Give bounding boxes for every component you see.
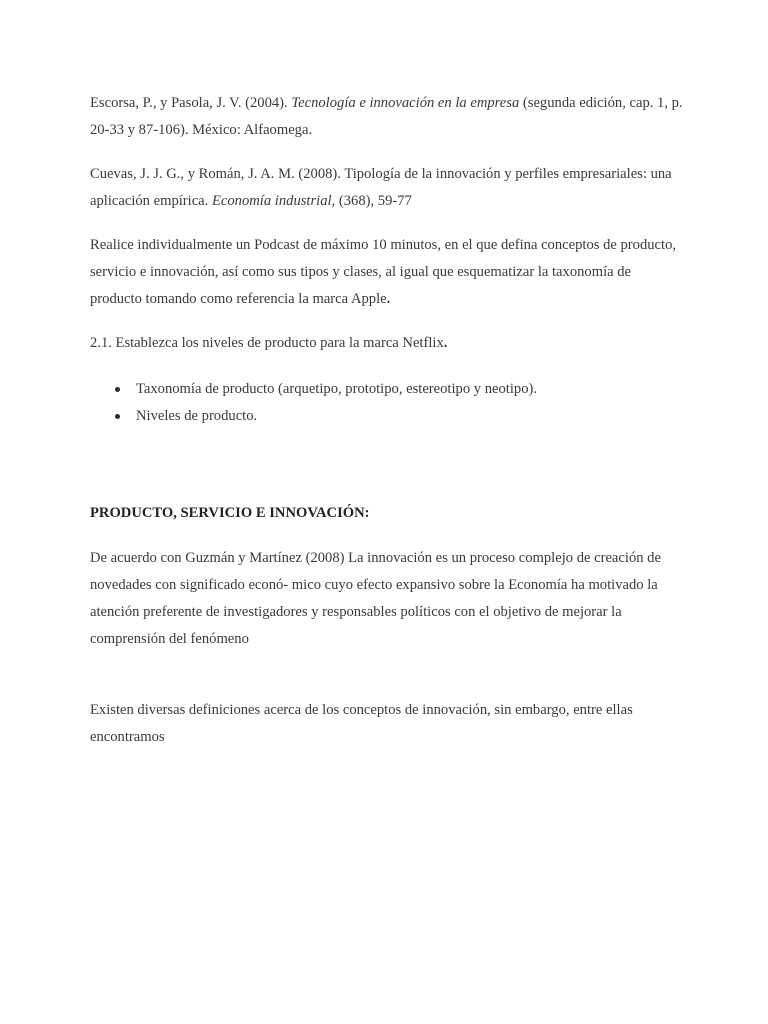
bullet-item-niveles <box>90 403 690 430</box>
subtask-period: . <box>443 335 448 351</box>
task-text: Realice individualmente un Podcast de máximo 10 minutos, en el que defina conceptos de producto, servicio e innovación, así como sus tipos y clases, al igual que esquematizar la taxonomía de producto tomando como referencia la marca Apple <box>90 237 677 307</box>
reference-journal-italic: Economía industrial <box>211 193 332 209</box>
bullet-dot-icon <box>115 414 120 419</box>
reference-text: , (368), 59-77 <box>331 193 412 209</box>
reference-escorsa <box>90 90 690 144</box>
subtask-netflix <box>90 330 690 357</box>
bullet-item-taxonomia <box>90 376 690 403</box>
bullet-dot-icon <box>115 387 120 392</box>
section-heading: PRODUCTO, SERVICIO E INNOVACIÓN: <box>90 505 370 521</box>
task-period: . <box>386 291 391 307</box>
bullet-text: Niveles de producto. <box>136 408 258 424</box>
bullet-list <box>90 376 690 430</box>
reference-cuevas <box>90 161 690 215</box>
reference-text: (segunda edición, cap. 1, p. 20-33 y 87-106). México: Alfaomega. <box>90 95 683 138</box>
paragraph-guzman-martinez: De acuerdo con Guzmán y Martínez (2008) La innovación es un proceso complejo de creación de novedades con significado econó- mico cuyo efecto expansivo sobre la Economía ha motivado la atención preferente de investigadores y responsables políticos con el objetivo de mejorar la comprensión del fenómeno <box>90 550 661 647</box>
reference-text: Escorsa, P., y Pasola, J. V. (2004). <box>90 95 292 111</box>
task-instructions <box>90 232 680 313</box>
subtask-text: 2.1. Establezca los niveles de producto para la marca Netflix <box>90 335 444 351</box>
reference-text: Cuevas, J. J. G., y Román, J. A. M. (2008). Tipología de la innovación y perfiles empresariales: una aplicación empírica. <box>90 166 672 209</box>
reference-title-italic: Tecnología e innovación en la empresa <box>291 95 520 111</box>
bullet-text: Taxonomía de producto (arquetipo, prototipo, estereotipo y neotipo). <box>136 381 538 397</box>
paragraph-definiciones: Existen diversas definiciones acerca de los conceptos de innovación, sin embargo, entre ellas encontramos <box>90 702 633 745</box>
